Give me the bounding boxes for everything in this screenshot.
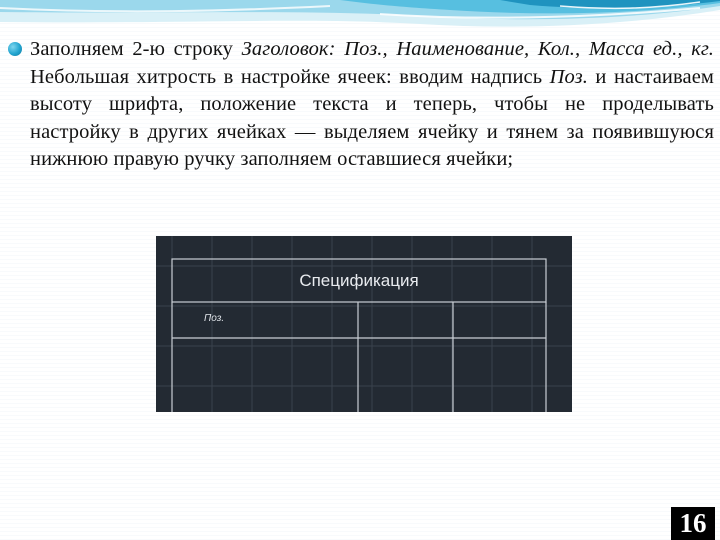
cad-table-cell-poz: Поз. <box>204 313 225 324</box>
bullet-text-header-list: Заголовок: Поз., Наименование, Кол., Масса ед., кг. <box>241 38 714 60</box>
bullet-text-part5: и настаиваем высоту шрифта, положение текста и теперь, чтобы не проделывать настройку в других ячейках — выделяем ячейку и тянем за появившуюся нижнюю правую ручку <box>30 65 714 170</box>
round-bullet-icon <box>8 42 22 56</box>
bullet-text-part3: Небольшая хитрость в настройке ячеек: вводим надпись <box>30 65 550 88</box>
bullet-text-part6: заполняем оставшиеся ячейки; <box>240 148 514 170</box>
page-number: 16 <box>671 507 715 540</box>
bullet-text <box>30 36 714 174</box>
bullet-text-poz: Поз. <box>549 65 588 88</box>
cad-table-title: Спецификация <box>299 270 419 290</box>
cad-table-screenshot <box>156 236 572 412</box>
bullet-text-part1: Заполняем 2-ю строку <box>30 38 242 60</box>
bullet-item <box>8 36 714 174</box>
